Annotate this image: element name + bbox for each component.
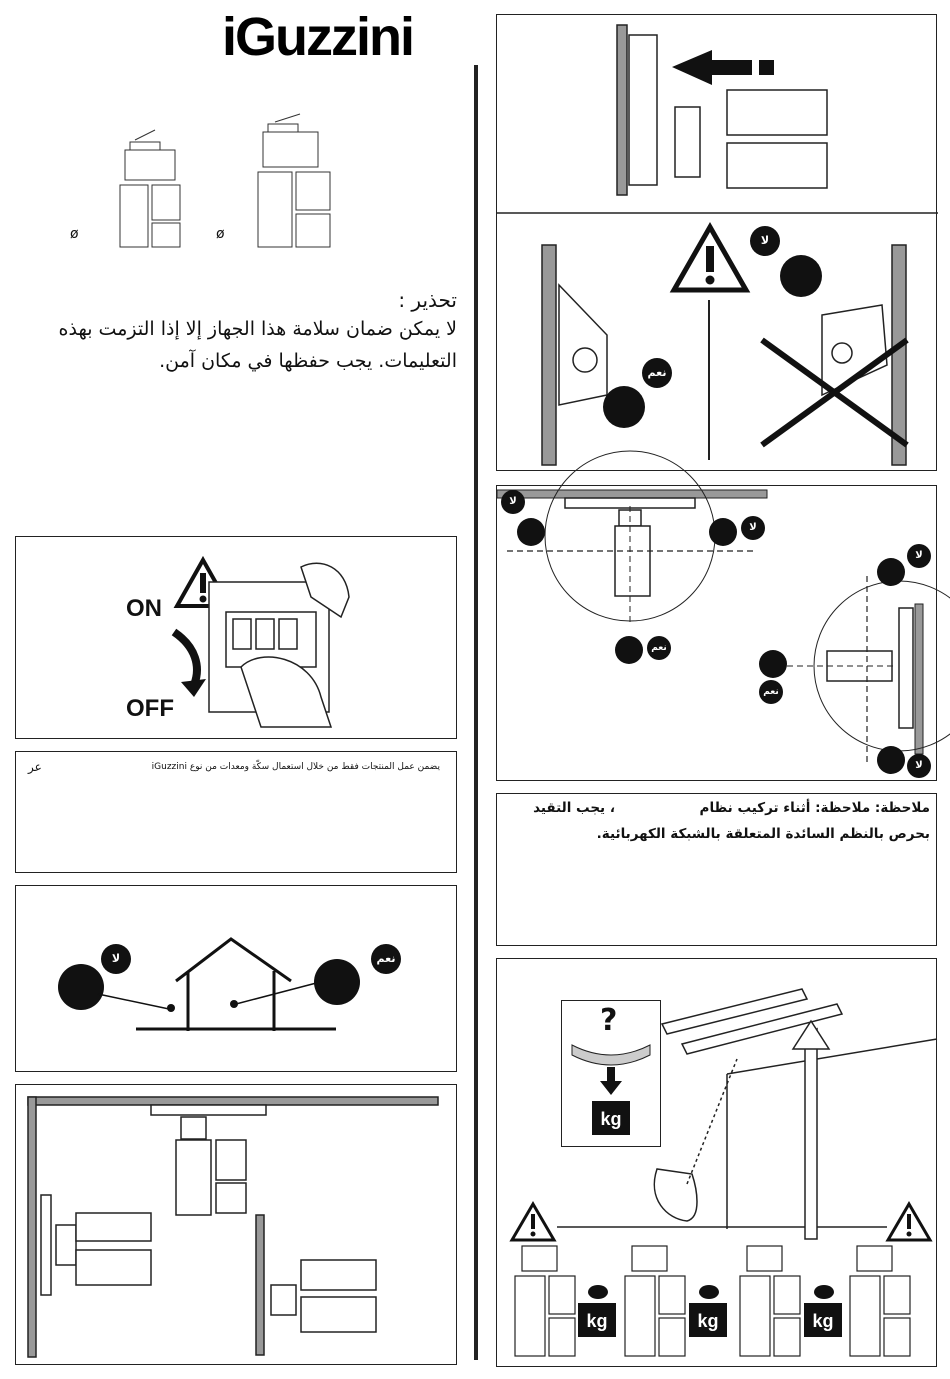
diameter-symbol: ø (70, 226, 79, 242)
note-line-1: ملاحظة: ملاحظة: أثناء تركيب نظام ، يجب التقيد (533, 800, 930, 816)
power-off-panel (15, 536, 457, 739)
on-label: ON (126, 595, 162, 622)
yes-track-illustration (537, 245, 647, 465)
no-dot (877, 558, 905, 586)
product-illustrations (60, 120, 360, 255)
warning-triangle-icon (885, 1201, 933, 1243)
arrow-down-icon (598, 1067, 624, 1095)
mounting-positions-panel (15, 1084, 457, 1365)
yes-dot (615, 636, 643, 664)
leader-lines (16, 886, 458, 1073)
question-mark-label: ? (600, 1003, 618, 1038)
no-badge: لا (101, 944, 131, 974)
weight-callout-box (561, 1000, 661, 1147)
track-load-panel (496, 958, 937, 1367)
indoor-dot (314, 959, 360, 1005)
yes-dot (603, 386, 645, 428)
warning-title: تحذير : (398, 288, 457, 312)
arrow-down-icon (166, 627, 211, 697)
no-dot (877, 746, 905, 774)
yes-badge: نعم (647, 636, 671, 660)
rotation-limits-panel (496, 485, 937, 781)
warning-line-1: لا يمكن ضمان سلامة هذا الجهاز إلا إذا التزمت بهذه (58, 318, 457, 340)
track-info-panel (15, 751, 457, 873)
indoor-use-panel (15, 885, 457, 1072)
no-dot (517, 518, 545, 546)
wall-mount-illustration (497, 15, 938, 215)
yes-badge: نعم (642, 358, 672, 388)
yes-dot (759, 650, 787, 678)
weight-kg-icon: kg (592, 1101, 630, 1135)
diameter-symbol: ø (216, 226, 225, 242)
circuit-breaker-illustration (201, 557, 351, 727)
mounting-diagram (16, 1085, 458, 1366)
no-dot (709, 518, 737, 546)
weight-kg-icon: kg (689, 1303, 727, 1337)
column-divider (474, 65, 478, 1360)
no-dot (780, 255, 822, 297)
note-line-2: بحرص بالنظم السائدة المتعلقة بالشبكة الكهربائية. (596, 826, 930, 842)
no-badge: لا (741, 516, 765, 540)
warning-line-2: التعليمات. يجب حفظها في مكان آمن. (159, 350, 457, 372)
language-code: عر (28, 760, 42, 774)
wall-mounting-panel (496, 14, 937, 471)
warning-triangle-icon (670, 222, 750, 294)
center-divider (708, 300, 710, 460)
no-badge: لا (501, 490, 525, 514)
bending-track-icon (570, 1041, 652, 1065)
no-badge: لا (750, 226, 780, 256)
no-badge: لا (907, 544, 931, 568)
installation-note-panel (496, 793, 937, 946)
yes-badge: نعم (759, 680, 783, 704)
no-badge: لا (907, 754, 931, 778)
track-info-text: يضمن عمل المنتجات فقط من خلال استعمال سكّة ومعدات من نوع iGuzzini (151, 762, 440, 772)
yes-badge: نعم (371, 944, 401, 974)
weight-kg-icon: kg (804, 1303, 842, 1337)
brand-logo: iGuzzini (222, 7, 413, 67)
weight-kg-icon: kg (578, 1303, 616, 1337)
warning-triangle-icon (509, 1201, 557, 1243)
off-label: OFF (126, 695, 174, 722)
